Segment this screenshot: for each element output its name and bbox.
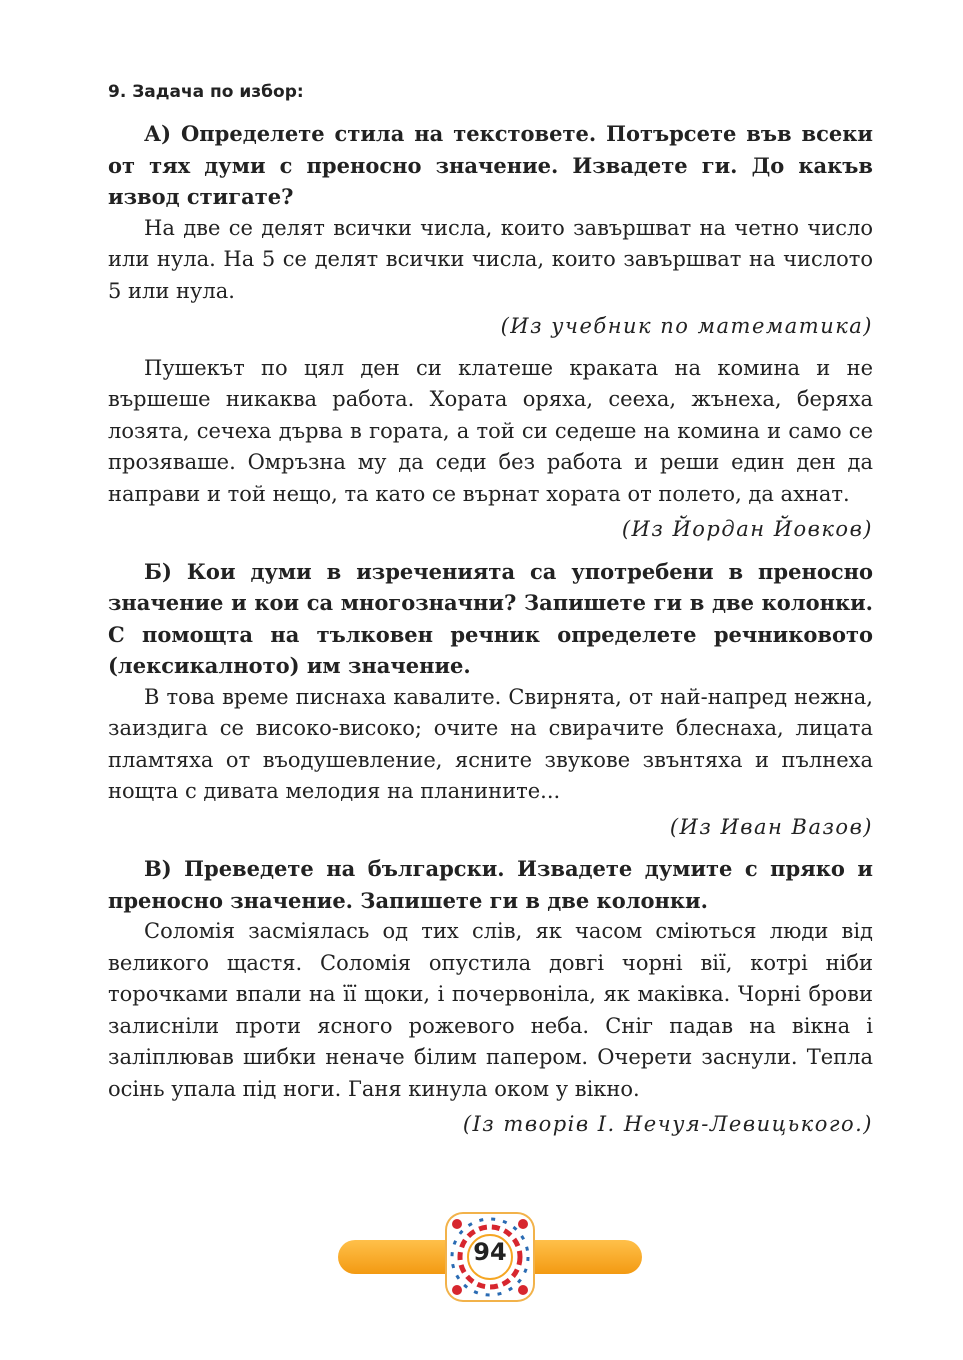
page-footer: [338, 1224, 642, 1344]
exercise-heading: 9. Задача по избор:: [108, 82, 304, 102]
task-b-text: В това време писнаха кавалите. Свирнята, от най-напред нежна, заиздига се високо-високо; очите на свирачите блеснаха, лицата пламтяха от въодушевление, ясните звукове звънтяха и пълнеха нощта с дивата мелодия на планините...: [108, 684, 873, 803]
task-a-source-2: (Из Йордан Йовков): [621, 517, 873, 541]
task-c-title: В) Преведете на български. Извадете думите с пряко и преносно значение. Запишете ги в две колонки.: [108, 856, 873, 913]
page-number: 94: [473, 1238, 507, 1266]
task-a-source-1: (Из учебник по математика): [500, 314, 873, 338]
task-c-source: (Із творів І. Нечуя-Левицького.): [462, 1112, 873, 1136]
task-b-source: (Из Иван Вазов): [669, 814, 873, 839]
task-c-text: Соломія засміялась од тих слів, як часом сміються люди від великого щастя. Соломія опустила довгі чорні вії, котрі ніби торочками впали на її щоки, і почервоніла, як маківка. Чорні брови залисніли проти ясного рожевого неба. Сніг падав на вікна і заліплював шибки неначе білим папером. Очерети заснули. Тепла осінь упала під ноги. Ганя кинула оком у вікно.: [108, 919, 873, 1101]
task-a-title: А) Определете стила на текстовете. Потърсете във всеки от тях думи с преносно значение. Извадете ги. До какъв извод стигате?: [108, 121, 873, 209]
page-number-badge: [445, 1212, 535, 1302]
page-content: [108, 82, 873, 1151]
task-b-title: Б) Кои думи в изреченията са употребени в преносно значение и кои са многозначни? Запишете ги в две колонки. С помощта на тълковен речник определете речниковото (лексикалното) им значение.: [108, 558, 873, 678]
task-a-text-1: На две се делят всички числа, които завършват на четно число или нула. На 5 се делят всички числа, които завършват на числото 5 или нула.: [108, 215, 873, 303]
task-a-text-2: Пушекът по цял ден си клатеше краката на комина и не вършеше никаква работа. Хората оряха, сееха, жънеха, беряха лозята, сечеха дърва в гората, а той си седеше на комина и само се прозяваше. Омръзна му да седи без работа и реши един ден да направи и той нещо, та като се върнат хората от полето, да ахнат.: [108, 355, 873, 506]
